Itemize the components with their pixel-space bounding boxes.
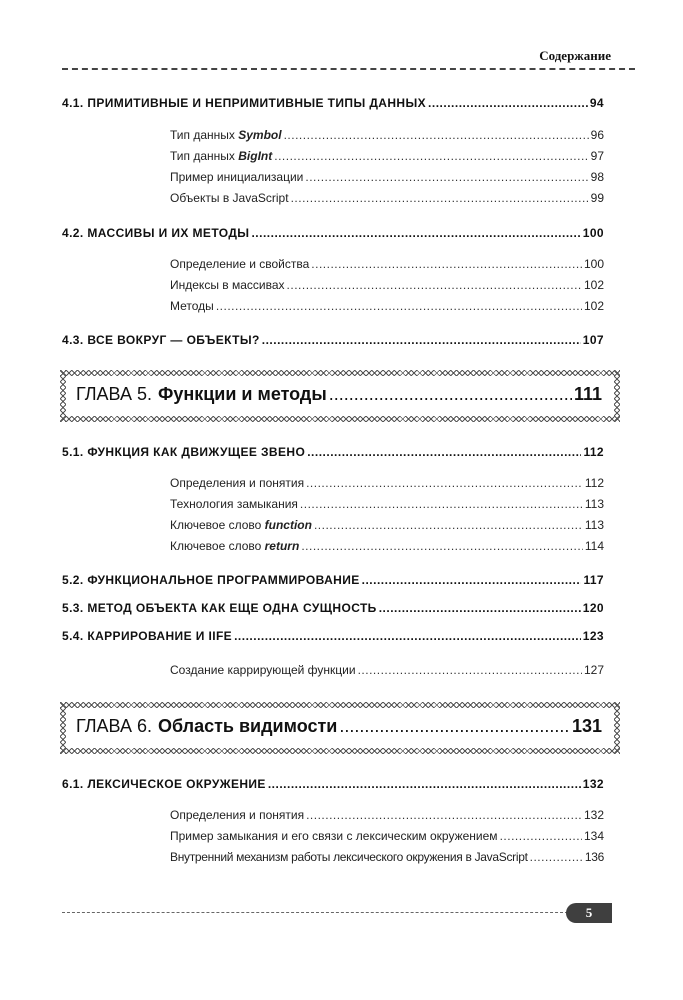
label-prefix: Ключевое слово [170, 539, 265, 553]
chapter-page: 111 [573, 384, 602, 404]
toc-page: 132 [583, 808, 604, 822]
toc-page: 102 [583, 278, 604, 292]
ornamental-border [60, 416, 620, 422]
header-divider [62, 68, 635, 70]
toc-page: 127 [583, 663, 604, 677]
dot-leader [339, 716, 570, 737]
toc-label [170, 518, 312, 532]
toc-section-5-3[interactable] [62, 601, 604, 615]
dot-leader [262, 333, 581, 347]
dot-leader [311, 257, 582, 271]
toc-label: 5.1. ФУНКЦИЯ КАК ДВИЖУЩЕЕ ЗВЕНО [62, 445, 306, 459]
dot-leader [530, 850, 583, 864]
toc-label: 5.4. КАРРИРОВАНИЕ И IIFE [62, 629, 233, 643]
toc-label [170, 149, 272, 163]
dot-leader [268, 777, 581, 791]
toc-label: Пример замыкания и его связи с лексическим окружением [170, 829, 498, 843]
toc-page: 114 [584, 539, 604, 553]
label-emphasis: function [264, 518, 312, 532]
toc-page: 97 [590, 149, 604, 163]
chapter-page: 131 [571, 716, 602, 736]
toc-label: Методы [170, 299, 214, 313]
toc-subsection-function-keyword[interactable] [170, 518, 604, 532]
dot-leader [234, 629, 581, 643]
ornamental-border [60, 702, 66, 754]
label-emphasis: return [264, 539, 300, 553]
dot-leader [300, 497, 583, 511]
label-prefix: Тип данных [170, 128, 239, 142]
toc-subsection-closure-example[interactable] [170, 829, 604, 843]
toc-label: Технология замыкания [170, 497, 298, 511]
toc-section-6-1[interactable] [62, 777, 604, 791]
running-header-title: Содержание [539, 48, 611, 63]
footer-divider [62, 912, 568, 913]
label-prefix: Тип данных [170, 149, 239, 163]
dot-leader [306, 476, 583, 490]
toc-page: 94 [589, 96, 604, 110]
ornamental-border [60, 748, 620, 754]
chapter-heading [76, 384, 602, 405]
toc-page: 107 [582, 333, 604, 347]
toc-page: 98 [590, 170, 604, 184]
dot-leader [307, 445, 581, 459]
toc-section-5-2[interactable] [62, 573, 604, 587]
toc-label [170, 539, 299, 553]
toc-page: 117 [583, 573, 604, 587]
dot-leader [291, 191, 589, 205]
toc-subsection-currying[interactable] [170, 663, 604, 677]
toc-subsection-return-keyword[interactable] [170, 539, 604, 553]
chapter-5-box[interactable] [60, 370, 620, 422]
toc-subsection-indexes[interactable] [170, 278, 604, 292]
dot-leader [251, 226, 580, 240]
label-emphasis: BigInt [238, 149, 273, 163]
toc-subsection-definitions[interactable] [170, 476, 604, 490]
toc-label: Определение и свойства [170, 257, 310, 271]
toc-subsection-symbol[interactable] [170, 128, 604, 142]
toc-page: 99 [590, 191, 604, 205]
ornamental-border [60, 702, 620, 708]
ornamental-border [60, 370, 66, 422]
toc-label: 6.1. ЛЕКСИЧЕСКОЕ ОКРУЖЕНИЕ [62, 777, 266, 791]
dot-leader [216, 299, 582, 313]
dot-leader [274, 149, 588, 163]
chapter-number: ГЛАВА 6. [76, 716, 152, 736]
toc-subsection-definition[interactable] [170, 257, 604, 271]
dot-leader [428, 96, 588, 110]
toc-section-4-1[interactable] [62, 96, 604, 110]
toc-subsection-init-example[interactable] [170, 170, 604, 184]
label-prefix: Ключевое слово [170, 518, 265, 532]
dot-leader [500, 829, 582, 843]
page-header [60, 44, 611, 64]
dot-leader [379, 601, 581, 615]
dot-leader [284, 128, 589, 142]
toc-page: 112 [584, 476, 604, 490]
dot-leader [329, 384, 572, 405]
toc-label: Объекты в JavaScript [170, 191, 289, 205]
ornamental-border [614, 370, 620, 422]
toc-subsection-definitions-2[interactable] [170, 808, 604, 822]
dot-leader [301, 539, 583, 553]
toc-label: Определения и понятия [170, 808, 305, 822]
dot-leader [287, 278, 582, 292]
toc-subsection-internal-mechanism[interactable] [170, 850, 604, 864]
dot-leader [305, 170, 588, 184]
toc-section-4-3[interactable] [62, 333, 604, 347]
toc-label: 4.2. МАССИВЫ И ИХ МЕТОДЫ [62, 226, 250, 240]
chapter-6-box[interactable] [60, 702, 620, 754]
toc-label [170, 128, 282, 142]
toc-page: 100 [582, 226, 604, 240]
toc-page: 112 [583, 445, 604, 459]
toc-subsection-bigint[interactable] [170, 149, 604, 163]
dot-leader [306, 808, 582, 822]
toc-page: 134 [583, 829, 604, 843]
toc-section-5-1[interactable] [62, 445, 604, 459]
dot-leader [362, 573, 582, 587]
toc-page: 113 [584, 518, 604, 532]
toc-label: 4.1. ПРИМИТИВНЫЕ И НЕПРИМИТИВНЫЕ ТИПЫ ДАННЫХ [62, 96, 427, 110]
toc-label: Создание каррирующей функции [170, 663, 356, 677]
toc-page: 132 [582, 777, 604, 791]
toc-page: 102 [583, 299, 604, 313]
toc-label: Индексы в массивах [170, 278, 285, 292]
page-number-tab: 5 [566, 903, 612, 923]
toc-section-4-2[interactable] [62, 226, 604, 240]
toc-page: 120 [582, 601, 604, 615]
toc-label: Внутренний механизм работы лексического окружения в JavaScript [170, 850, 528, 864]
toc-subsection-methods[interactable] [170, 299, 604, 313]
toc-page: 100 [583, 257, 604, 271]
toc-page: 123 [582, 629, 604, 643]
toc-section-5-4[interactable] [62, 629, 604, 643]
toc-subsection-js-objects[interactable] [170, 191, 604, 205]
toc-label: Пример инициализации [170, 170, 304, 184]
chapter-number: ГЛАВА 5. [76, 384, 152, 404]
dot-leader [314, 518, 583, 532]
ornamental-border [614, 702, 620, 754]
toc-page: 96 [590, 128, 604, 142]
dot-leader [358, 663, 582, 677]
chapter-title: Функции и методы [157, 384, 327, 404]
toc-page: 113 [584, 497, 604, 511]
toc-subsection-closure-tech[interactable] [170, 497, 604, 511]
chapter-title: Область видимости [157, 716, 338, 736]
ornamental-border [60, 370, 620, 376]
toc-label: 5.2. ФУНКЦИОНАЛЬНОЕ ПРОГРАММИРОВАНИЕ [62, 573, 360, 587]
chapter-heading [76, 716, 602, 737]
toc-page: 136 [584, 850, 604, 864]
label-emphasis: Symbol [238, 128, 282, 142]
toc-label: 4.3. ВСЕ ВОКРУГ — ОБЪЕКТЫ? [62, 333, 260, 347]
toc-label: 5.3. МЕТОД ОБЪЕКТА КАК ЕЩЕ ОДНА СУЩНОСТЬ [62, 601, 377, 615]
toc-label: Определения и понятия [170, 476, 305, 490]
